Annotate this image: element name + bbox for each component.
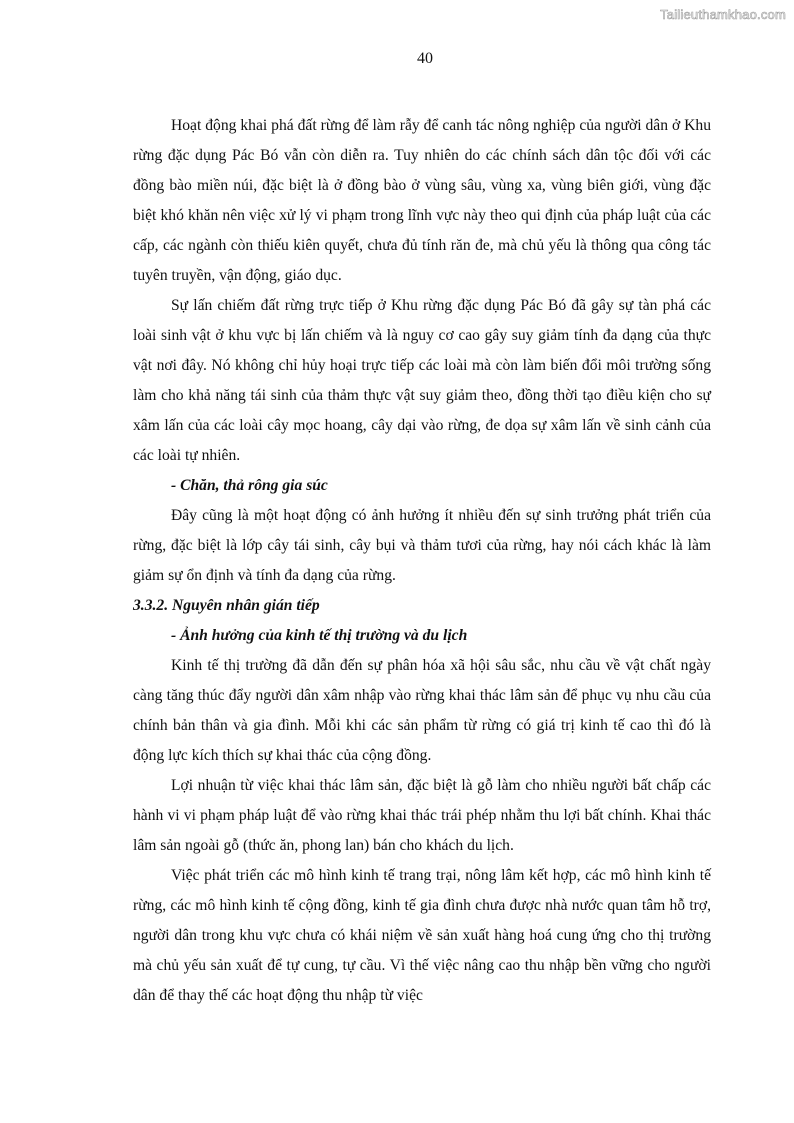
paragraph-profit: Lợi nhuận từ việc khai thác lâm sản, đặc biệt là gỗ làm cho nhiều người bất chấp các hành vi vi phạm pháp luật để vào rừng khai thác trái phép nhằm thu lợi bất chính. Khai thác lâm sản ngoài gỗ (thức ăn, phong lan) bán cho khách du lịch. bbox=[133, 777, 711, 854]
watermark: Tailieuthamkhao.com bbox=[660, 7, 786, 22]
paragraph-grazing-impact: Đây cũng là một hoạt động có ảnh hưởng ít nhiều đến sự sinh trưởng phát triển của rừng, đặc biệt là lớp cây tái sinh, cây bụi và thảm tươi của rừng, hay nói cách khác là làm giảm sự ổn định và tính đa dạng của rừng. bbox=[133, 507, 711, 584]
page-number: 40 bbox=[417, 50, 433, 67]
heading-free-grazing: - Chăn, thả rông gia súc bbox=[171, 477, 328, 494]
section-heading-indirect-causes: 3.3.2. Nguyên nhân gián tiếp bbox=[133, 597, 320, 614]
paragraph-economic-models: Việc phát triển các mô hình kinh tế trang trại, nông lâm kết hợp, các mô hình kinh tế rừng, các mô hình kinh tế cộng đồng, kinh tế gia đình chưa được nhà nước quan tâm hỗ trợ, người dân trong khu vực chưa có khái niệm về sản xuất hàng hoá cung ứng cho thị trường mà chủ yếu sản xuất để tự cung, tự cầu. Vì thế việc nâng cao thu nhập bền vững cho người dân để thay thế các hoạt động thu nhập từ việc bbox=[133, 867, 711, 1004]
heading-market-tourism: - Ảnh hưởng của kinh tế thị trường và du lịch bbox=[171, 627, 468, 644]
paragraph-encroachment: Sự lấn chiếm đất rừng trực tiếp ở Khu rừng đặc dụng Pác Bó đã gây sự tàn phá các loài sinh vật ở khu vực bị lấn chiếm và là nguy cơ cao gây suy giảm tính đa dạng của thực vật nơi đây. Nó không chỉ hủy hoại trực tiếp các loài mà còn làm biến đổi môi trường sống làm cho khả năng tái sinh của thảm thực vật suy giảm theo, đồng thời tạo điều kiện cho sự xâm lấn của các loài cây mọc hoang, cây dại vào rừng, đe dọa sự xâm lấn về sinh cảnh của các loài tự nhiên. bbox=[133, 297, 711, 464]
paragraph-market-economy: Kinh tế thị trường đã dẫn đến sự phân hóa xã hội sâu sắc, nhu cầu về vật chất ngày càng tăng thúc đẩy người dân xâm nhập vào rừng khai thác lâm sản để phục vụ nhu cầu của chính bản thân và gia đình. Mỗi khi các sản phẩm từ rừng có giá trị kinh tế cao thì đó là động lực kích thích sự khai thác của cộng đồng. bbox=[133, 657, 711, 764]
paragraph-land-clearing: Hoạt động khai phá đất rừng để làm rẫy để canh tác nông nghiệp của người dân ở Khu rừng đặc dụng Pác Bó vẫn còn diễn ra. Tuy nhiên do các chính sách dân tộc đối với các đồng bào miền núi, đặc biệt là ở đồng bào ở vùng sâu, vùng xa, vùng biên giới, vùng đặc biệt khó khăn nên việc xử lý vi phạm trong lĩnh vực này theo qui định của pháp luật của các cấp, các ngành còn thiếu kiên quyết, chưa đủ tính răn đe, mà chủ yếu là thông qua công tác tuyên truyền, vận động, giáo dục. bbox=[133, 117, 711, 284]
document-body bbox=[133, 111, 711, 1011]
